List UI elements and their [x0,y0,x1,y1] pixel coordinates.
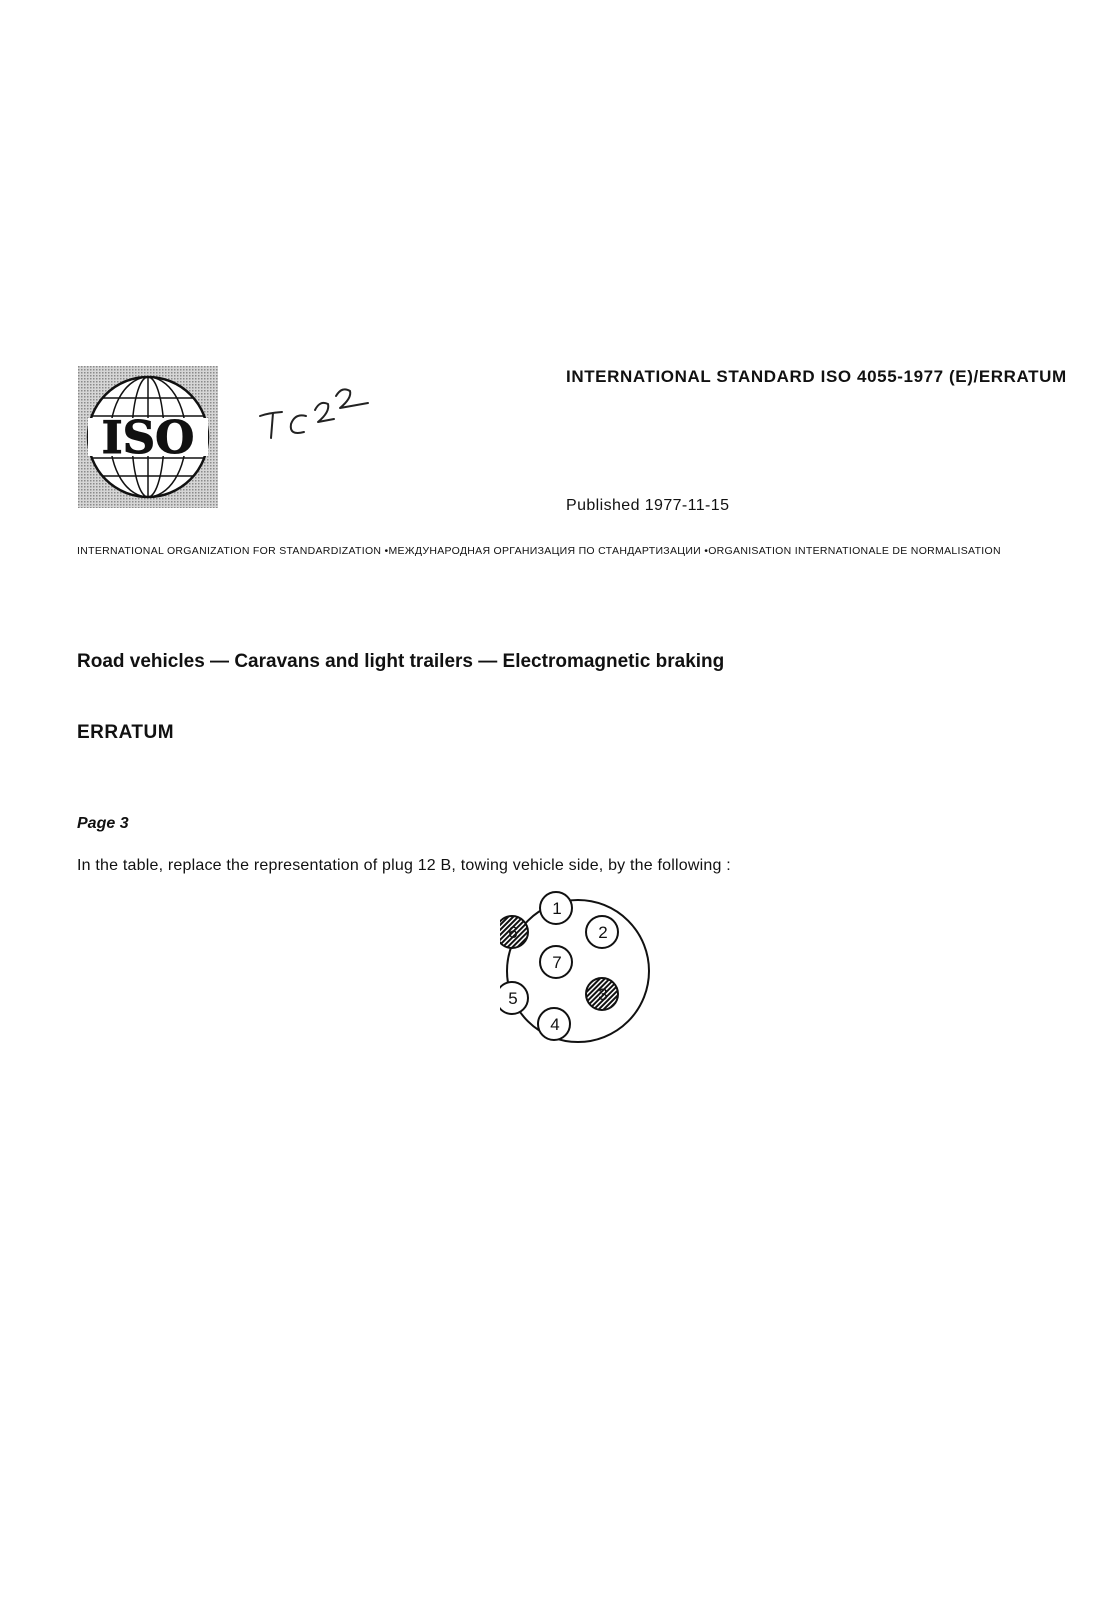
document-title: Road vehicles — Caravans and light trailers — Electromagnetic braking [77,651,725,672]
contact-label-7: 7 [552,953,562,972]
iso-logo-text: ISO [101,411,195,464]
plug-outline [507,900,649,1042]
contact-label-6: 6 [508,923,518,942]
erratum-heading: ERRATUM [77,722,175,743]
instruction-text: In the table, replace the representation of plug 12 B, towing vehicle side, by the following : [77,857,731,874]
handwritten-note [258,386,382,446]
contact-label-2: 2 [598,923,608,942]
iso-logo [78,366,218,508]
contact-label-1: 1 [552,899,562,918]
page-reference: Page 3 [77,815,129,832]
contact-label-3: 3 [598,985,608,1004]
organization-line: INTERNATIONAL ORGANIZATION FOR STANDARDIZATION •МЕЖДУНАРОДНАЯ ОРГАНИЗАЦИЯ ПО СТАНДАРТИЗАЦИИ •ORGANISATION INTERNATIONALE DE NORMALISATION [77,545,1001,557]
plug-diagram [500,884,656,1058]
standard-designation: INTERNATIONAL STANDARD ISO 4055-1977 (E)/ERRATUM [566,367,1067,386]
published-date: Published 1977-11-15 [566,497,730,514]
contact-label-4: 4 [550,1015,560,1034]
contact-label-5: 5 [508,989,518,1008]
